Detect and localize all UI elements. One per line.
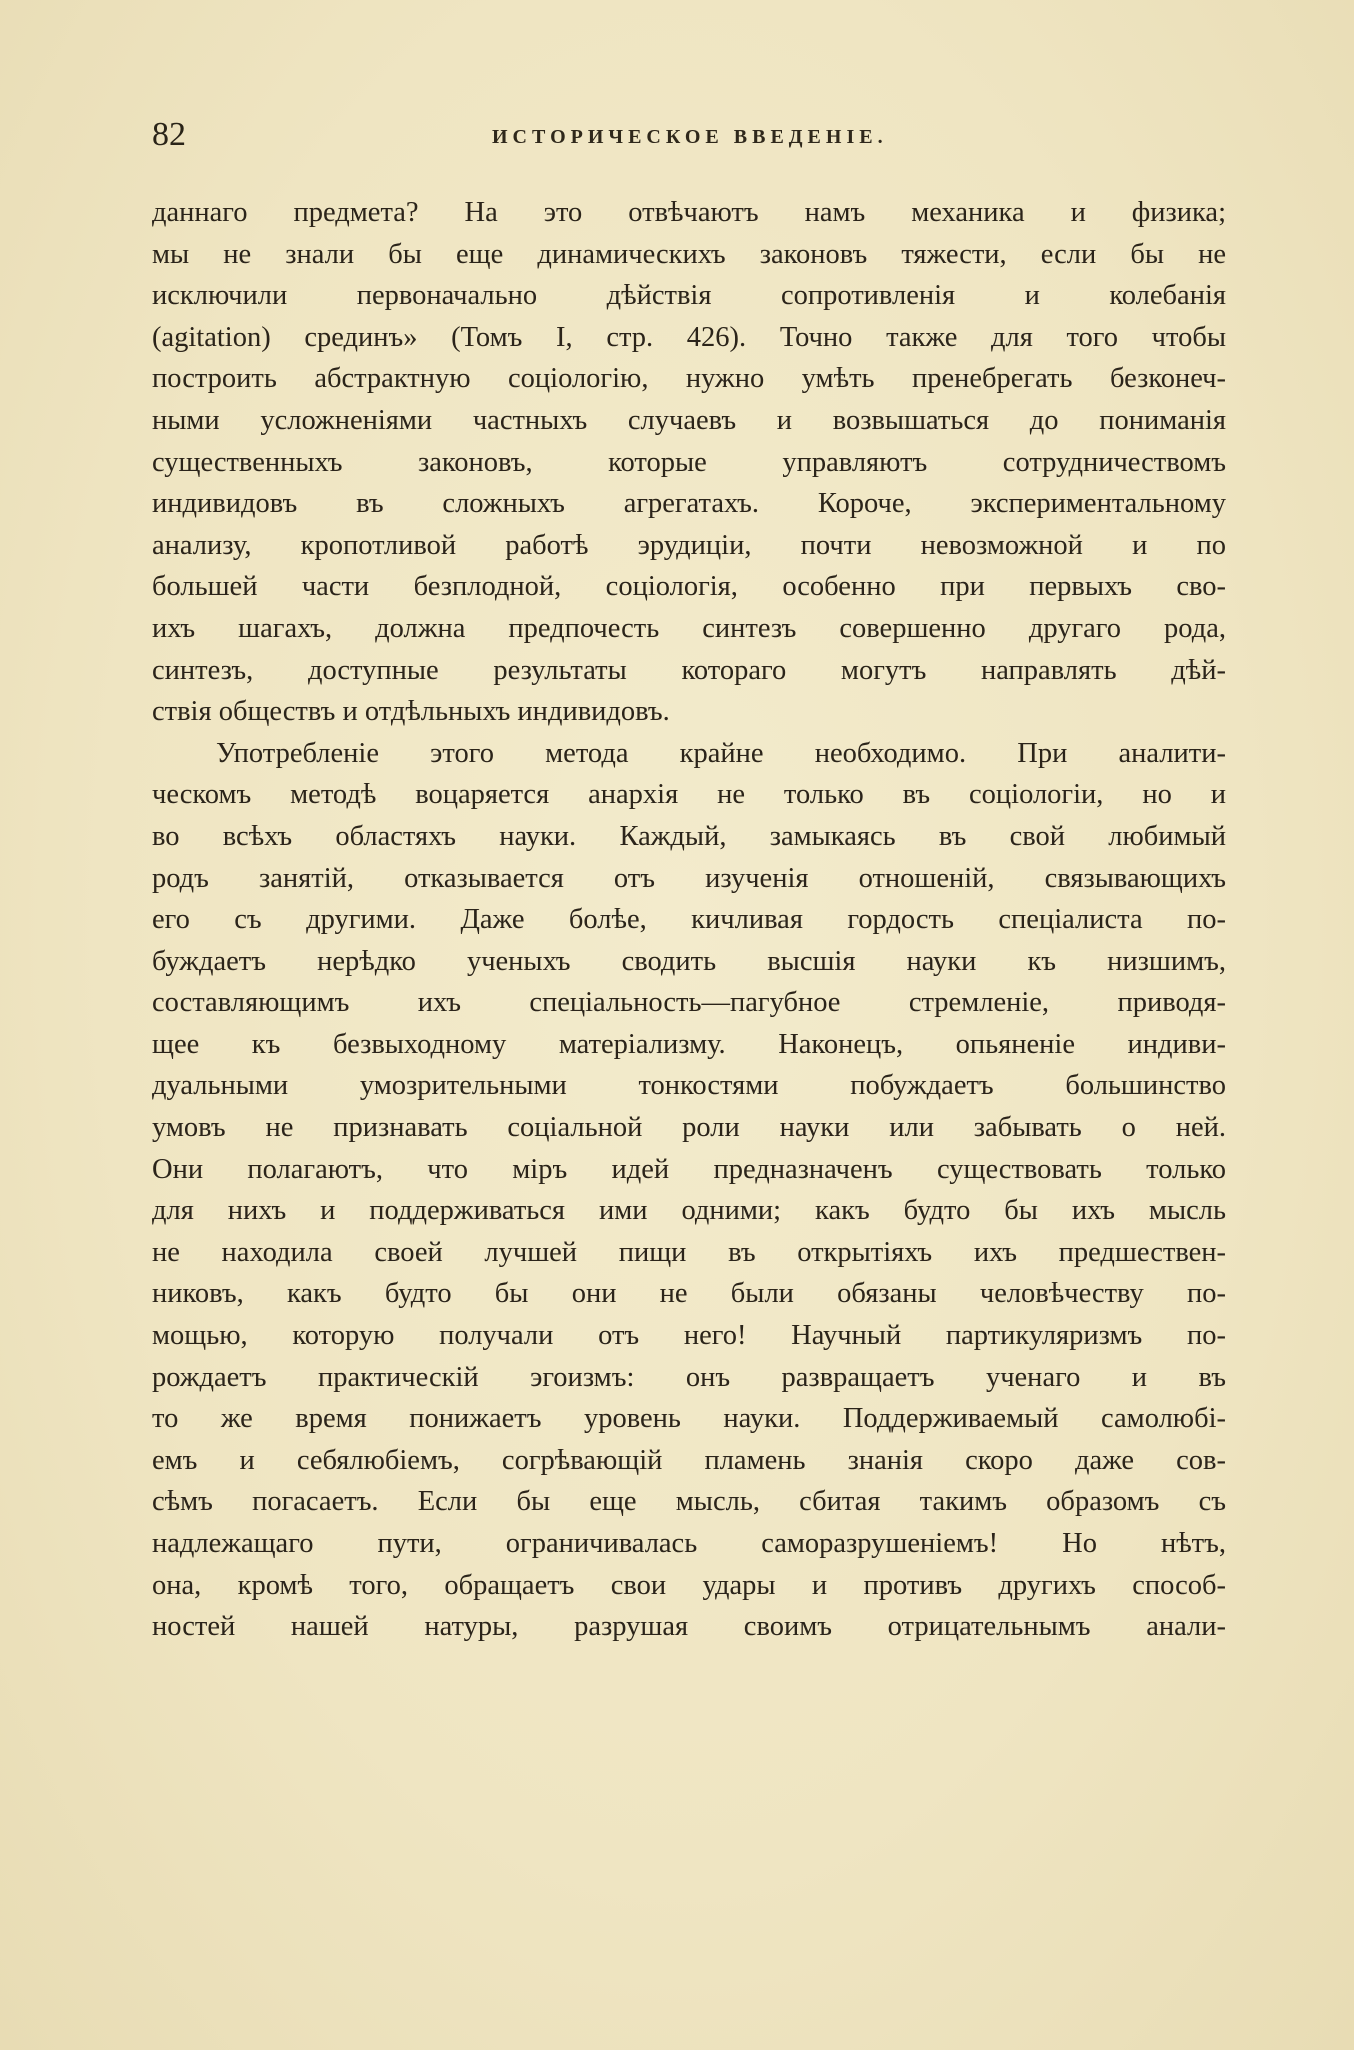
text-line: ностей нашей натуры, разрушая своимъ отрицательнымъ анали- (152, 1611, 1226, 1643)
text-line: щее къ безвыходному матеріализму. Наконецъ, опьяненіе индиви- (152, 1028, 1226, 1060)
text-line: родъ занятій, отказывается отъ изученія отношеній, связывающихъ (152, 862, 1226, 894)
text-line: ческомъ методѣ воцаряется анархія не только въ соціологіи, но и (152, 779, 1226, 811)
text-line: синтезъ, доступные результаты котораго могутъ направлять дѣй- (152, 654, 1226, 686)
text-line: умовъ не признавать соціальной роли науки или забывать о ней. (152, 1112, 1226, 1144)
paragraph (152, 733, 1226, 1648)
page-header (152, 116, 1224, 166)
text-line: емъ и себялюбіемъ, согрѣвающій пламень знанія скоро даже сов- (152, 1444, 1226, 1476)
text-line: то же время понижаетъ уровень науки. Поддерживаемый самолюбі- (152, 1403, 1226, 1435)
page-number: 82 (152, 116, 186, 153)
text-line: буждаетъ нерѣдко ученыхъ сводить высшія науки къ низшимъ, (152, 945, 1226, 977)
text-line: ствія обществъ и отдѣльныхъ индивидовъ. (152, 696, 670, 728)
text-line: она, кромѣ того, обращаетъ свои удары и противъ другихъ способ- (152, 1569, 1226, 1601)
text-line: сѣмъ погасаетъ. Если бы еще мысль, сбитая такимъ образомъ съ (152, 1486, 1226, 1518)
text-line: мы не знали бы еще динамическихъ законовъ тяжести, если бы не (152, 238, 1226, 270)
text-line: рождаетъ практическій эгоизмъ: онъ развращаетъ ученаго и въ (152, 1361, 1226, 1393)
text-line: его съ другими. Даже болѣе, кичливая гордость спеціалиста по- (152, 904, 1226, 936)
text-line: существенныхъ законовъ, которые управляютъ сотрудничествомъ (152, 446, 1226, 478)
paragraph (152, 192, 1226, 733)
text-line: мощью, которую получали отъ него! Научный партикуляризмъ по- (152, 1320, 1226, 1352)
text-line: во всѣхъ областяхъ науки. Каждый, замыкаясь въ свой любимый (152, 820, 1226, 852)
text-line: исключили первоначально дѣйствія сопротивленія и колебанія (152, 280, 1226, 312)
text-line: никовъ, какъ будто бы они не были обязаны человѣчеству по- (152, 1278, 1226, 1310)
body-text (152, 192, 1226, 1648)
text-line: (agitation) срединъ» (Томъ I, стр. 426). Точно также для того чтобы (152, 321, 1226, 353)
running-title: ИСТОРИЧЕСКОЕ ВВЕДЕНІЕ. (492, 126, 888, 148)
text-line: ными усложненіями частныхъ случаевъ и возвышаться до пониманія (152, 404, 1226, 436)
text-line: даннаго предмета? На это отвѣчаютъ намъ механика и физика; (152, 197, 1226, 228)
text-line: большей части безплодной, соціологія, особенно при первыхъ сво- (152, 571, 1226, 603)
text-line: индивидовъ въ сложныхъ агрегатахъ. Короче, экспериментальному (152, 488, 1226, 520)
text-line: Они полагаютъ, что міръ идей предназначенъ существовать только (152, 1153, 1226, 1185)
text-line: ихъ шагахъ, должна предпочесть синтезъ совершенно другаго рода, (152, 612, 1226, 644)
text-line: дуальными умозрительными тонкостями побуждаетъ большинство (152, 1070, 1226, 1102)
text-line: составляющимъ ихъ спеціальность—пагубное стремленіе, приводя- (152, 987, 1226, 1019)
text-line: анализу, кропотливой работѣ эрудиціи, почти невозможной и по (152, 529, 1226, 561)
text-line: для нихъ и поддерживаться ими одними; какъ будто бы ихъ мысль (152, 1195, 1226, 1227)
text-line: построить абстрактную соціологію, нужно умѣть пренебрегать безконеч- (152, 363, 1226, 395)
text-line: не находила своей лучшей пищи въ открытіяхъ ихъ предшествен- (152, 1236, 1226, 1268)
text-line: надлежащаго пути, ограничивалась саморазрушеніемъ! Но нѣтъ, (152, 1528, 1226, 1559)
text-line: Употребленіе этого метода крайне необходимо. При аналити- (216, 737, 1226, 769)
